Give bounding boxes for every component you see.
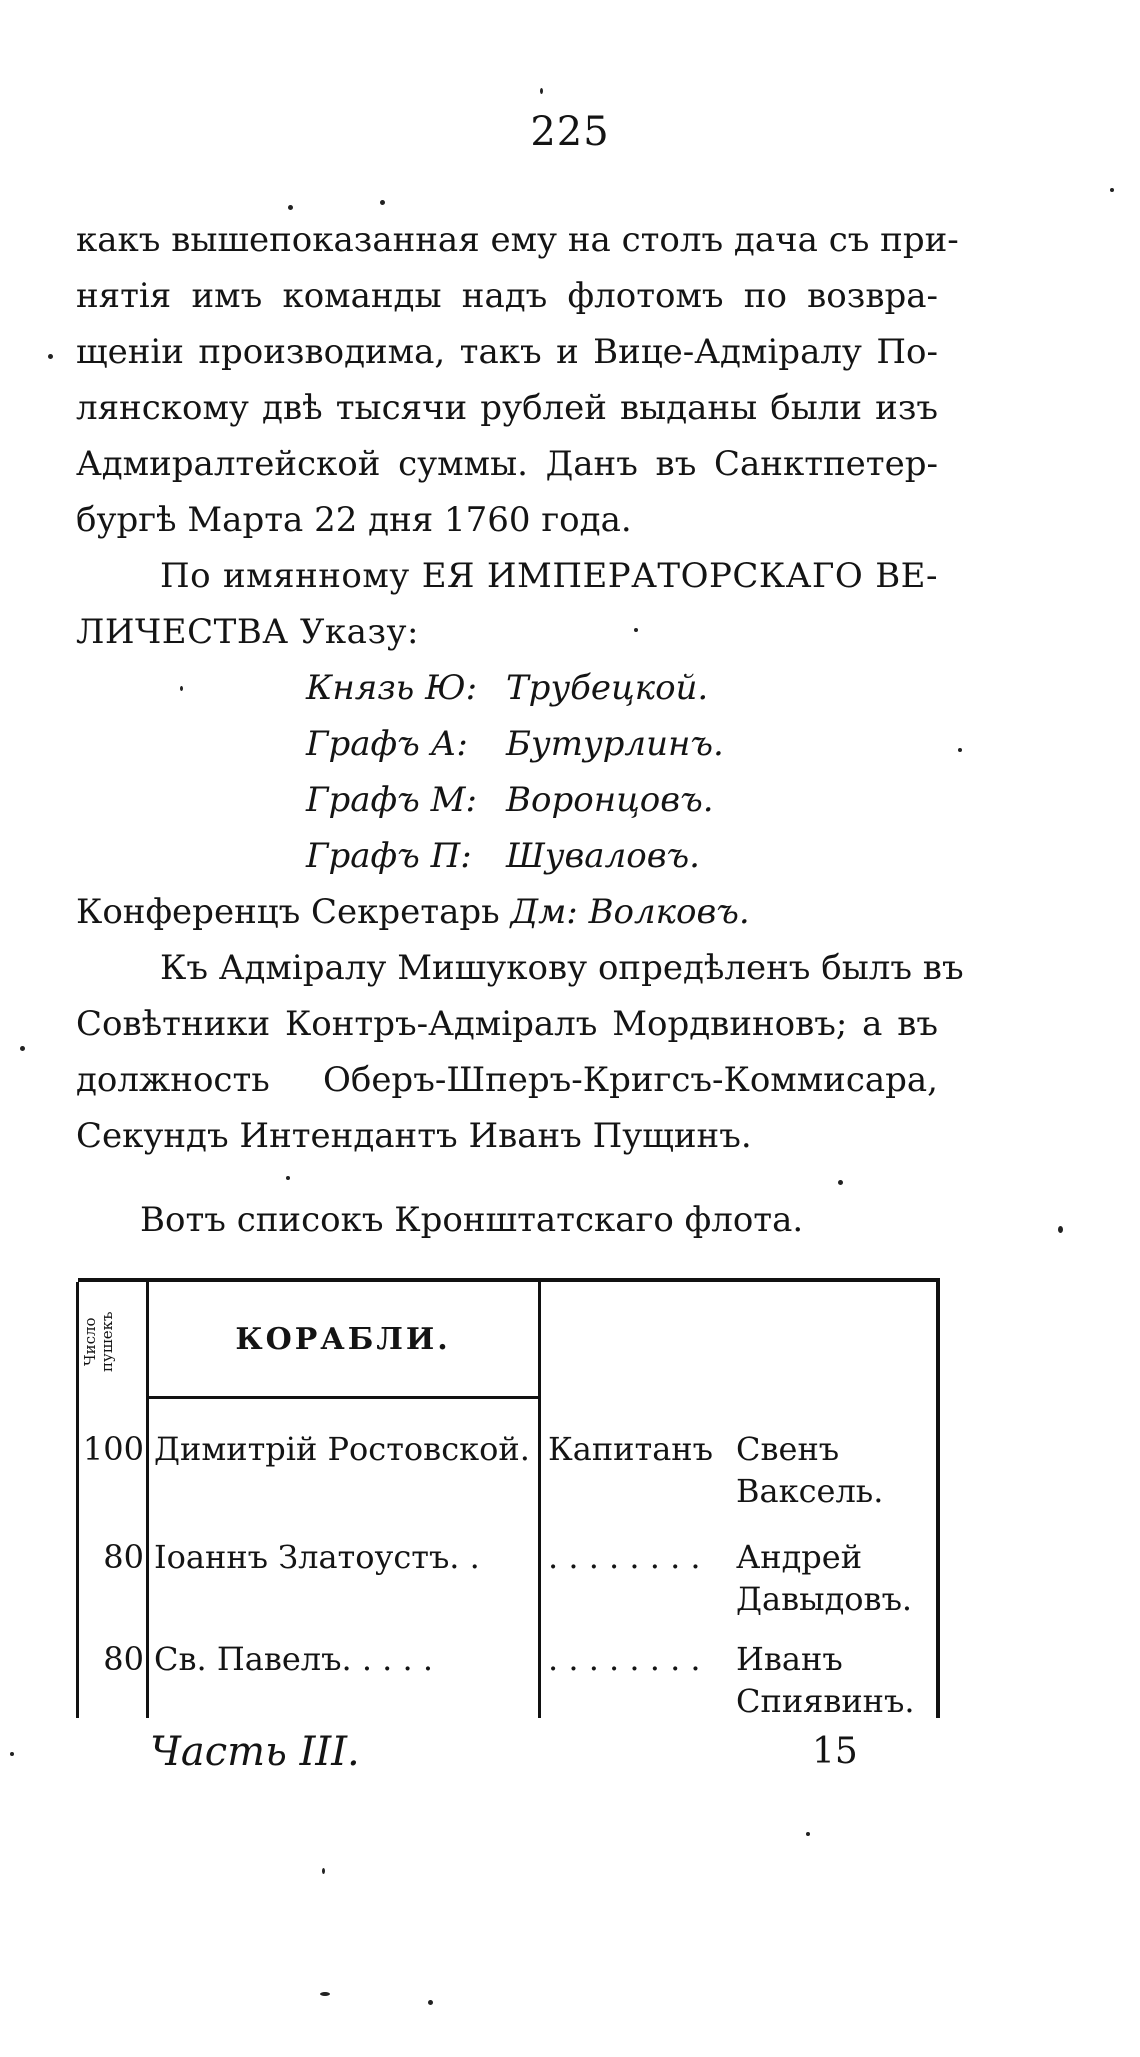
paragraph-line: Совѣтники Контръ-Адміралъ Мордвиновъ; а въ: [76, 1004, 938, 1044]
table-cell-ship: Св. Павелъ. . . . .: [154, 1640, 434, 1678]
decree-line: ЛИЧЕСТВА Указу:: [76, 612, 419, 652]
scan-speck: [10, 1752, 14, 1756]
signature-line: [306, 666, 708, 710]
scan-speck: [958, 748, 962, 752]
footer-signature-mark: 15: [812, 1731, 858, 1772]
paragraph-line: Секундъ Интендантъ Иванъ Пущинъ.: [76, 1116, 752, 1156]
footer-part-label: Часть III.: [150, 1729, 360, 1775]
scan-speck: [286, 1176, 290, 1180]
column-header-guns: Число пушекъ: [81, 1311, 116, 1373]
scan-speck: [20, 1046, 25, 1051]
signature-title: Графъ М:: [306, 780, 477, 820]
table-cell-guns: 80: [103, 1640, 144, 1678]
column-header-ships: КОРАБЛИ.: [235, 1322, 451, 1357]
scan-speck: [1058, 1226, 1063, 1233]
secretary-prefix: Конференцъ Секретарь: [76, 892, 500, 932]
signature-title: Графъ А:: [306, 724, 468, 764]
signature-title: Графъ П:: [306, 836, 472, 876]
scan-speck: [540, 88, 543, 94]
scan-speck: [380, 200, 385, 205]
signature-line: [306, 834, 700, 878]
fleet-table: [78, 1278, 940, 1718]
paragraph-line: нятія имъ команды надъ флотомъ по возвра-: [76, 276, 938, 316]
list-heading: Вотъ списокъ Кронштатскаго флота.: [140, 1200, 804, 1240]
table-cell-rank: . . . . . . . .: [548, 1538, 701, 1576]
table-rule: [538, 1282, 541, 1718]
decree-line: По имянному ЕЯ ИМПЕРАТОРСКАГО ВЕ-: [160, 556, 938, 596]
signature-line: [306, 778, 714, 822]
table-cell-rank: . . . . . . . .: [548, 1640, 701, 1678]
paragraph-line: должность Оберъ-Шперъ-Кригсъ-Коммисара,: [76, 1060, 938, 1100]
scan-speck: [322, 1868, 325, 1874]
paragraph-line: бургѣ Марта 22 дня 1760 года.: [76, 500, 632, 540]
table-rule: [936, 1282, 940, 1718]
scan-speck: [48, 354, 53, 359]
paragraph-line: Адмиралтейской суммы. Данъ въ Санктпетер-: [76, 444, 938, 484]
scan-speck: [428, 2000, 433, 2005]
table-cell-ship: Димитрій Ростовской.: [154, 1430, 530, 1468]
scan-speck: [634, 628, 638, 632]
scan-speck: [806, 1832, 810, 1836]
paragraph-line: какъ вышепоказанная ему на столъ дача съ при-: [76, 220, 959, 260]
scan-speck: [320, 1992, 330, 1996]
table-cell-rank: Капитанъ: [548, 1430, 713, 1468]
paragraph-line: Къ Адміралу Мишукову опредѣленъ былъ въ: [160, 948, 964, 988]
signature-line: [306, 722, 724, 766]
scan-speck: [288, 205, 293, 210]
table-cell-captain: Андрей Давыдовъ.: [736, 1538, 913, 1618]
table-cell-ship: Іоаннъ Златоустъ. .: [154, 1538, 480, 1576]
table-cell-guns: 80: [103, 1538, 144, 1576]
secretary-name: Дм: Волковъ.: [510, 892, 750, 932]
signature-name: Шуваловъ.: [506, 836, 700, 876]
paragraph-line: лянскому двѣ тысячи рублей выданы были изъ: [76, 388, 938, 428]
page-number: 225: [530, 109, 610, 155]
signature-title: Князь Ю:: [306, 668, 478, 708]
table-cell-guns: 100: [82, 1430, 144, 1468]
table-rule: [148, 1396, 538, 1399]
scan-speck: [180, 686, 183, 691]
scan-speck: [838, 1180, 843, 1185]
table-cell-captain: Свенъ Ваксель.: [736, 1430, 884, 1510]
scan-speck: [1110, 188, 1114, 192]
paragraph-line: щеніи производима, такъ и Вице-Адміралу По-: [76, 332, 938, 372]
table-cell-captain: Иванъ Спиявинъ.: [736, 1640, 915, 1720]
signature-name: Трубецкой.: [506, 668, 709, 708]
signature-name: Бутурлинъ.: [506, 724, 724, 764]
secretary-line: [76, 890, 750, 934]
signature-name: Воронцовъ.: [506, 780, 714, 820]
